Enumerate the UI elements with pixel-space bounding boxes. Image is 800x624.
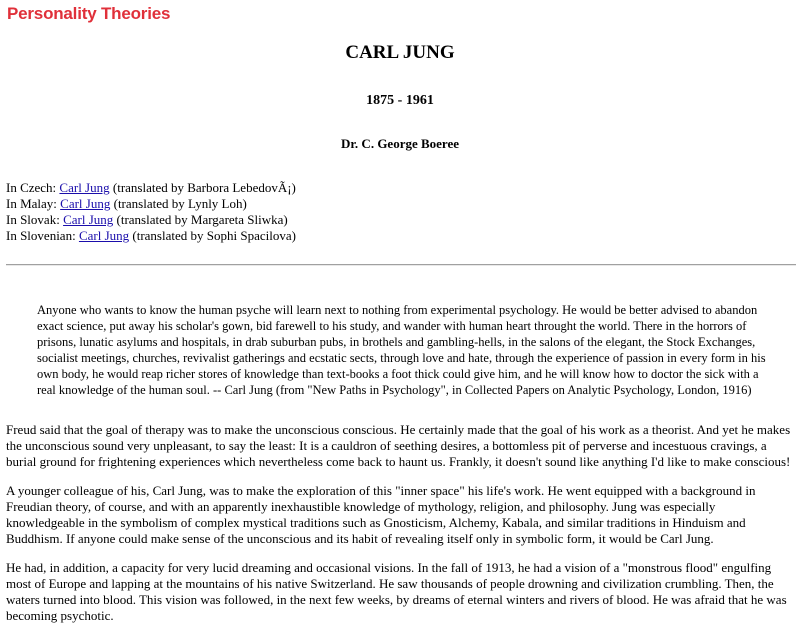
translator-credit: (translated by Barbora LebedovÃ¡) <box>109 180 296 195</box>
czech-translation-link[interactable]: Carl Jung <box>59 180 110 195</box>
horizontal-divider <box>6 264 796 266</box>
body-paragraph-3 <box>6 560 794 624</box>
translator-credit: (translated by Lynly Loh) <box>110 196 247 211</box>
slovak-translation-link[interactable]: Carl Jung <box>63 212 114 227</box>
translation-label: In Slovenian: <box>6 228 79 243</box>
paragraph-text: A younger colleague of his, Carl Jung, was to make the exploration of this "inner space" his life's work. He went equipped with a background in Freudian theory, of course, and with an apparently inexhaustible knowledge of mythology, religion, and philosophy. Jung was especially knowledgeable in the symbolism of complex mystical traditions such as Gnosticism, Alchemy, Kabala, and similar traditions in Hinduism and Buddhism. If anyone could make sense of the unconscious and its habit of revealing itself only in symbolic form, it would be Carl Jung. <box>6 483 756 546</box>
site-logo[interactable]: Personality Theories <box>7 4 171 23</box>
slovenian-translation-link[interactable]: Carl Jung <box>78 228 130 243</box>
paragraph-text: He had, in addition, a capacity for very lucid dreaming and occasional visions. In the fall of 1913, he had a vision of a "monstrous flood" engulfing most of Europe and lapping at the mountains of his native Switzerland. He saw thousands of people drowning and civilization crumbling. Then, the waters turned into blood. This vision was followed, in the next few weeks, by dreams of eternal winters and rivers of blood. He was afraid that he was becoming psychotic. <box>6 560 787 623</box>
translation-malay <box>6 196 796 212</box>
translation-slovak <box>6 212 796 228</box>
malay-translation-link[interactable]: Carl Jung <box>60 196 111 211</box>
translator-credit: (translated by Sophi Spacilova) <box>129 228 296 243</box>
translation-label: In Czech: <box>6 180 60 195</box>
author-name: Dr. C. George Boeree <box>340 136 460 151</box>
page-title: CARL JUNG <box>345 42 455 63</box>
translations-list <box>6 180 796 244</box>
translation-label: In Malay: <box>6 196 61 211</box>
body-paragraph-1 <box>6 422 794 470</box>
translation-label: In Slovak: <box>6 212 64 227</box>
translator-credit: (translated by Margareta Sliwka) <box>113 212 288 227</box>
jung-quote <box>37 302 772 398</box>
paragraph-text: Freud said that the goal of therapy was to make the unconscious conscious. He certainly made that the goal of his work as a theorist. And yet he makes the unconscious sound very unpleasant, to say the least: It is a cauldron of seething desires, a bottomless pit of perverse and incestuous cravings, a burial ground for frightening experiences which nevertheless come back to haunt us. Frankly, it doesn't sound like anything I'd like to make conscious! <box>6 422 791 469</box>
translation-slovenian <box>6 228 796 244</box>
life-years: 1875 - 1961 <box>366 93 434 108</box>
translation-czech <box>6 180 796 196</box>
quote-text: Anyone who wants to know the human psyche will learn next to nothing from experimental psychology. He would be better advised to abandon exact science, put away his scholar's gown, bid farewell to his study, and wander with human heart throught the world. There in the horrors of prisons, lunatic asylums and hospitals, in drab suburban pubs, in brothels and gambling-hells, in the salons of the elegant, the Stock Exchanges, socialist meetings, churches, revivalist gatherings and ecstatic sects, through love and hate, through the experience of passion in every form in his own body, he would reap richer stores of knowledge than text-books a foot thick could give him, and he will know how to doctor the sick with a real knowledge of the human soul. -- Carl Jung (from "New Paths in Psychology", in Collected Papers on Analytic Psychology, London, 1916) <box>37 303 766 397</box>
body-paragraph-2 <box>6 483 794 547</box>
